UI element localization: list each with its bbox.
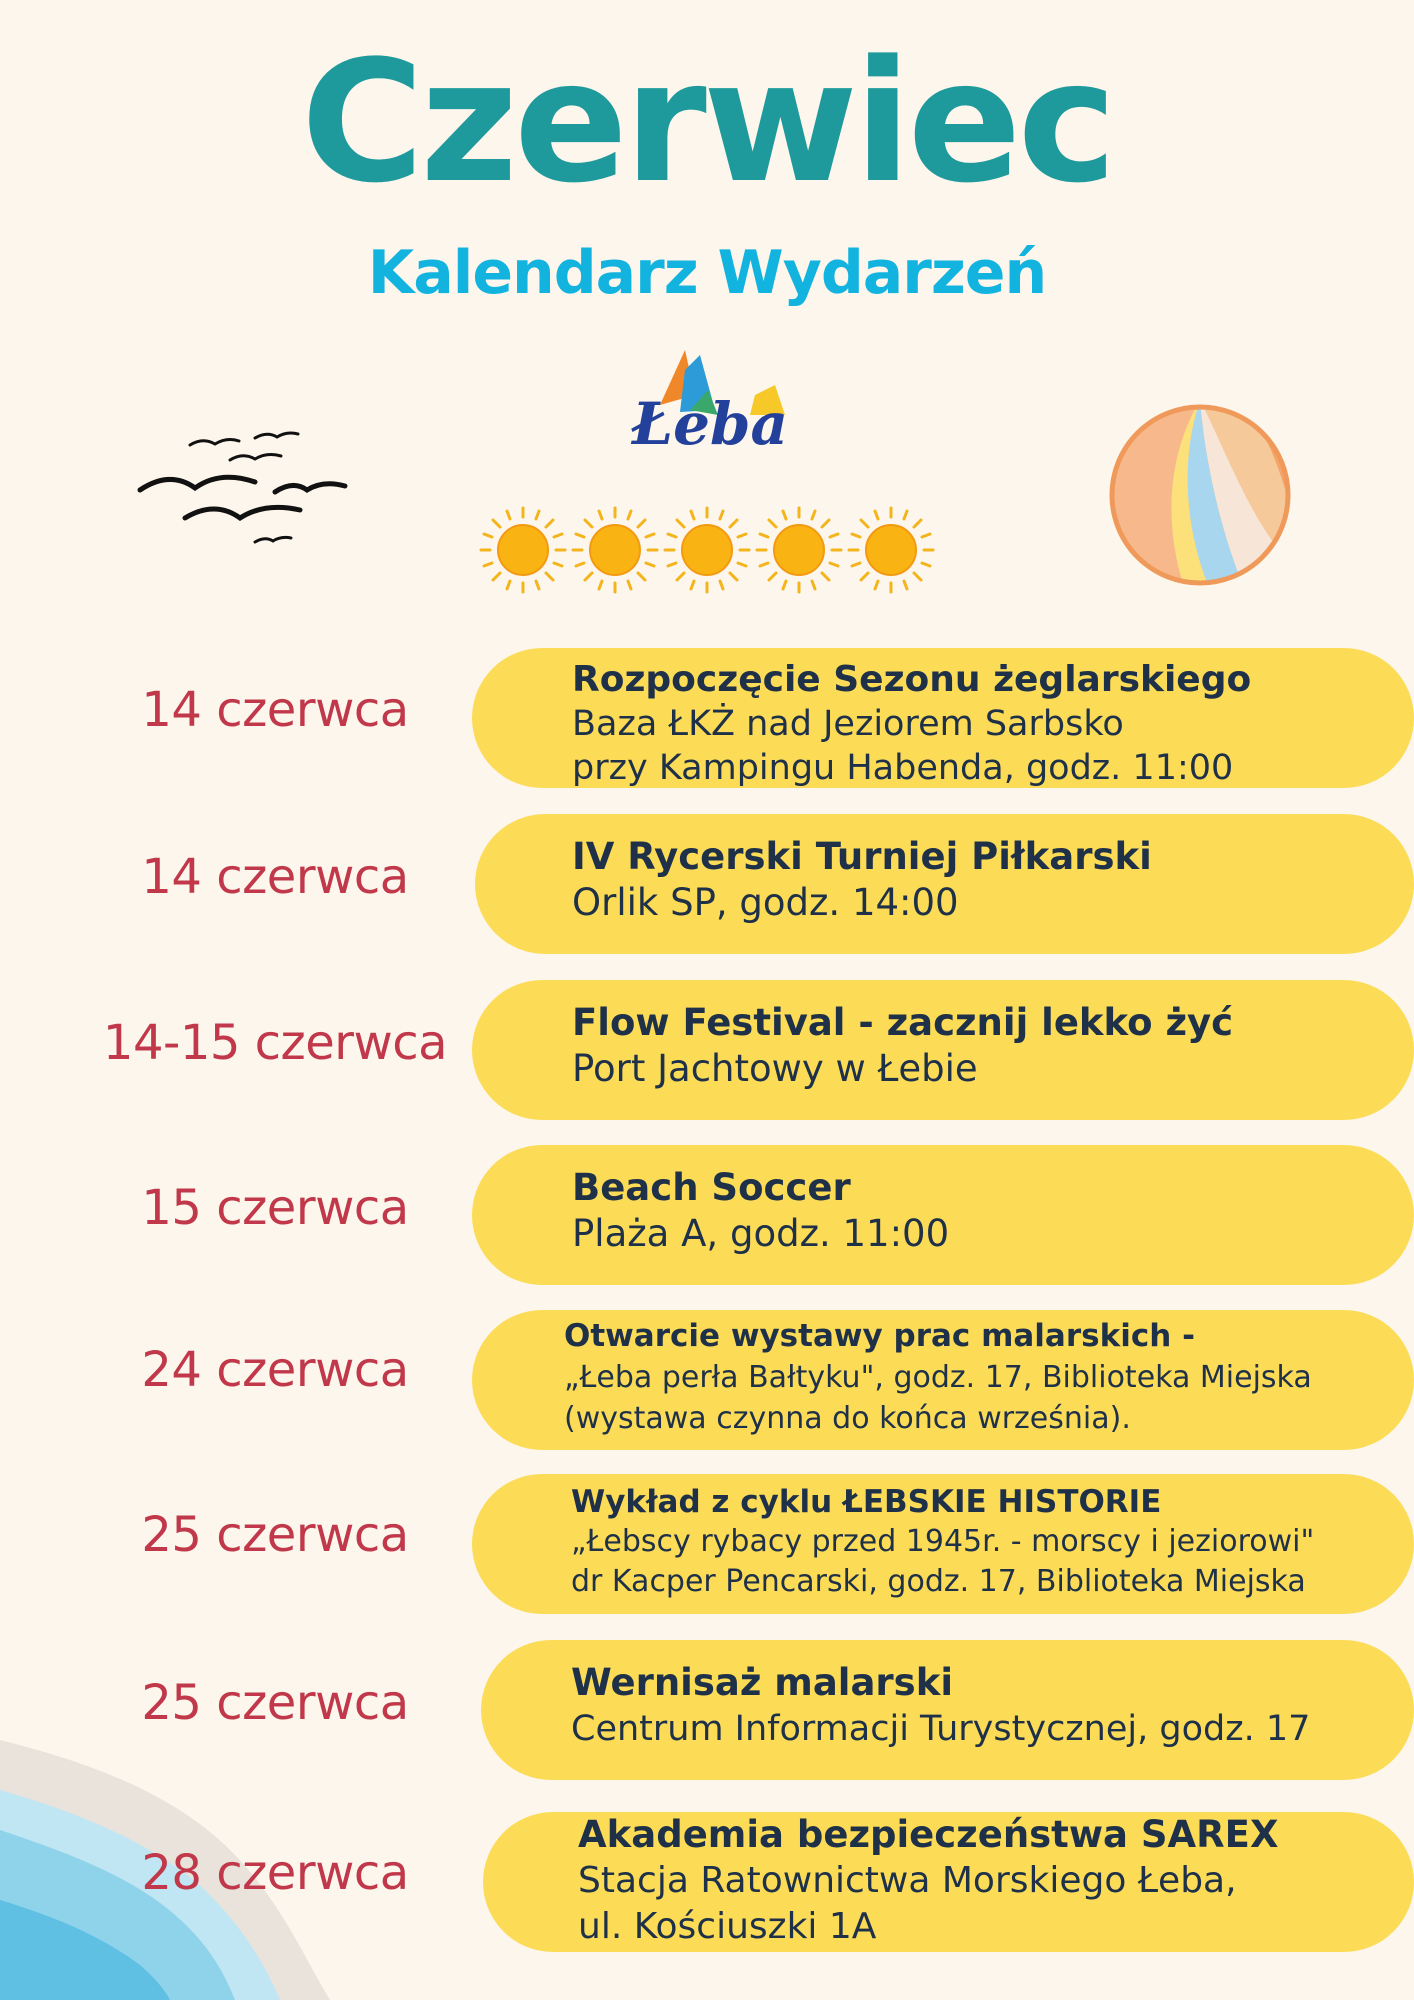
sun-icon <box>849 508 933 592</box>
sun-icon <box>481 508 565 592</box>
event-detail-line: przy Kampingu Habenda, godz. 11:00 <box>572 748 1234 788</box>
event-card <box>472 648 1414 788</box>
event-detail-line: Orlik SP, godz. 14:00 <box>572 881 959 924</box>
event-title: Rozpoczęcie Sezonu żeglarskiego <box>572 659 1252 700</box>
event-card <box>475 814 1414 954</box>
event-card <box>481 1640 1414 1780</box>
sun-icon <box>665 508 749 592</box>
event-date: 14 czerwca <box>141 849 409 905</box>
event-title: Flow Festival - zacznij lekko żyć <box>572 1001 1234 1044</box>
page-title: Czerwiec <box>300 24 1114 220</box>
event-detail-line: Centrum Informacji Turystycznej, godz. 17 <box>571 1709 1311 1749</box>
event-detail-line: ul. Kościuszki 1A <box>578 1906 877 1947</box>
event-title: Wernisaż malarski <box>571 1661 953 1704</box>
event-title: IV Rycerski Turniej Piłkarski <box>572 835 1152 878</box>
event-title: Otwarcie wystawy prac malarskich - <box>564 1318 1195 1354</box>
event-card <box>472 980 1414 1120</box>
sun-icon <box>757 508 841 592</box>
event-date: 25 czerwca <box>141 1675 409 1731</box>
event-detail-line: Port Jachtowy w Łebie <box>572 1047 978 1090</box>
event-date: 28 czerwca <box>141 1845 409 1901</box>
logo-text: Łeba <box>631 390 789 458</box>
event-date: 25 czerwca <box>141 1507 409 1563</box>
beach-ball-icon <box>1105 400 1295 590</box>
event-date: 24 czerwca <box>141 1342 409 1398</box>
event-card <box>472 1145 1414 1285</box>
event-detail-line: (wystawa czynna do końca września). <box>564 1401 1131 1436</box>
event-detail-line: Stacja Ratownictwa Morskiego Łeba, <box>578 1860 1237 1901</box>
event-detail-line: Baza ŁKŻ nad Jeziorem Sarbsko <box>572 704 1124 744</box>
event-card <box>472 1310 1414 1450</box>
event-title: Akademia bezpieczeństwa SAREX <box>578 1813 1279 1856</box>
suns-row <box>478 505 938 595</box>
page-subtitle: Kalendarz Wydarzeń <box>367 238 1047 308</box>
event-date: 14 czerwca <box>141 682 409 738</box>
event-detail-line: „Łebscy rybacy przed 1945r. - morscy i jeziorowi" <box>571 1524 1315 1559</box>
event-detail-line: dr Kacper Pencarski, godz. 17, Biblioteka Miejska <box>571 1564 1306 1599</box>
event-card <box>483 1812 1414 1952</box>
event-detail-line: „Łeba perła Bałtyku", godz. 17, Biblioteka Miejska <box>564 1360 1312 1395</box>
event-date: 14-15 czerwca <box>102 1015 448 1071</box>
event-detail-line: Plaża A, godz. 11:00 <box>572 1212 950 1255</box>
event-card <box>472 1474 1414 1614</box>
birds-icon <box>135 430 355 555</box>
event-date: 15 czerwca <box>141 1180 409 1236</box>
event-title: Wykład z cyklu ŁEBSKIE HISTORIE <box>571 1484 1162 1520</box>
sun-icon <box>573 508 657 592</box>
event-title: Beach Soccer <box>572 1166 851 1209</box>
leba-logo <box>590 350 830 475</box>
